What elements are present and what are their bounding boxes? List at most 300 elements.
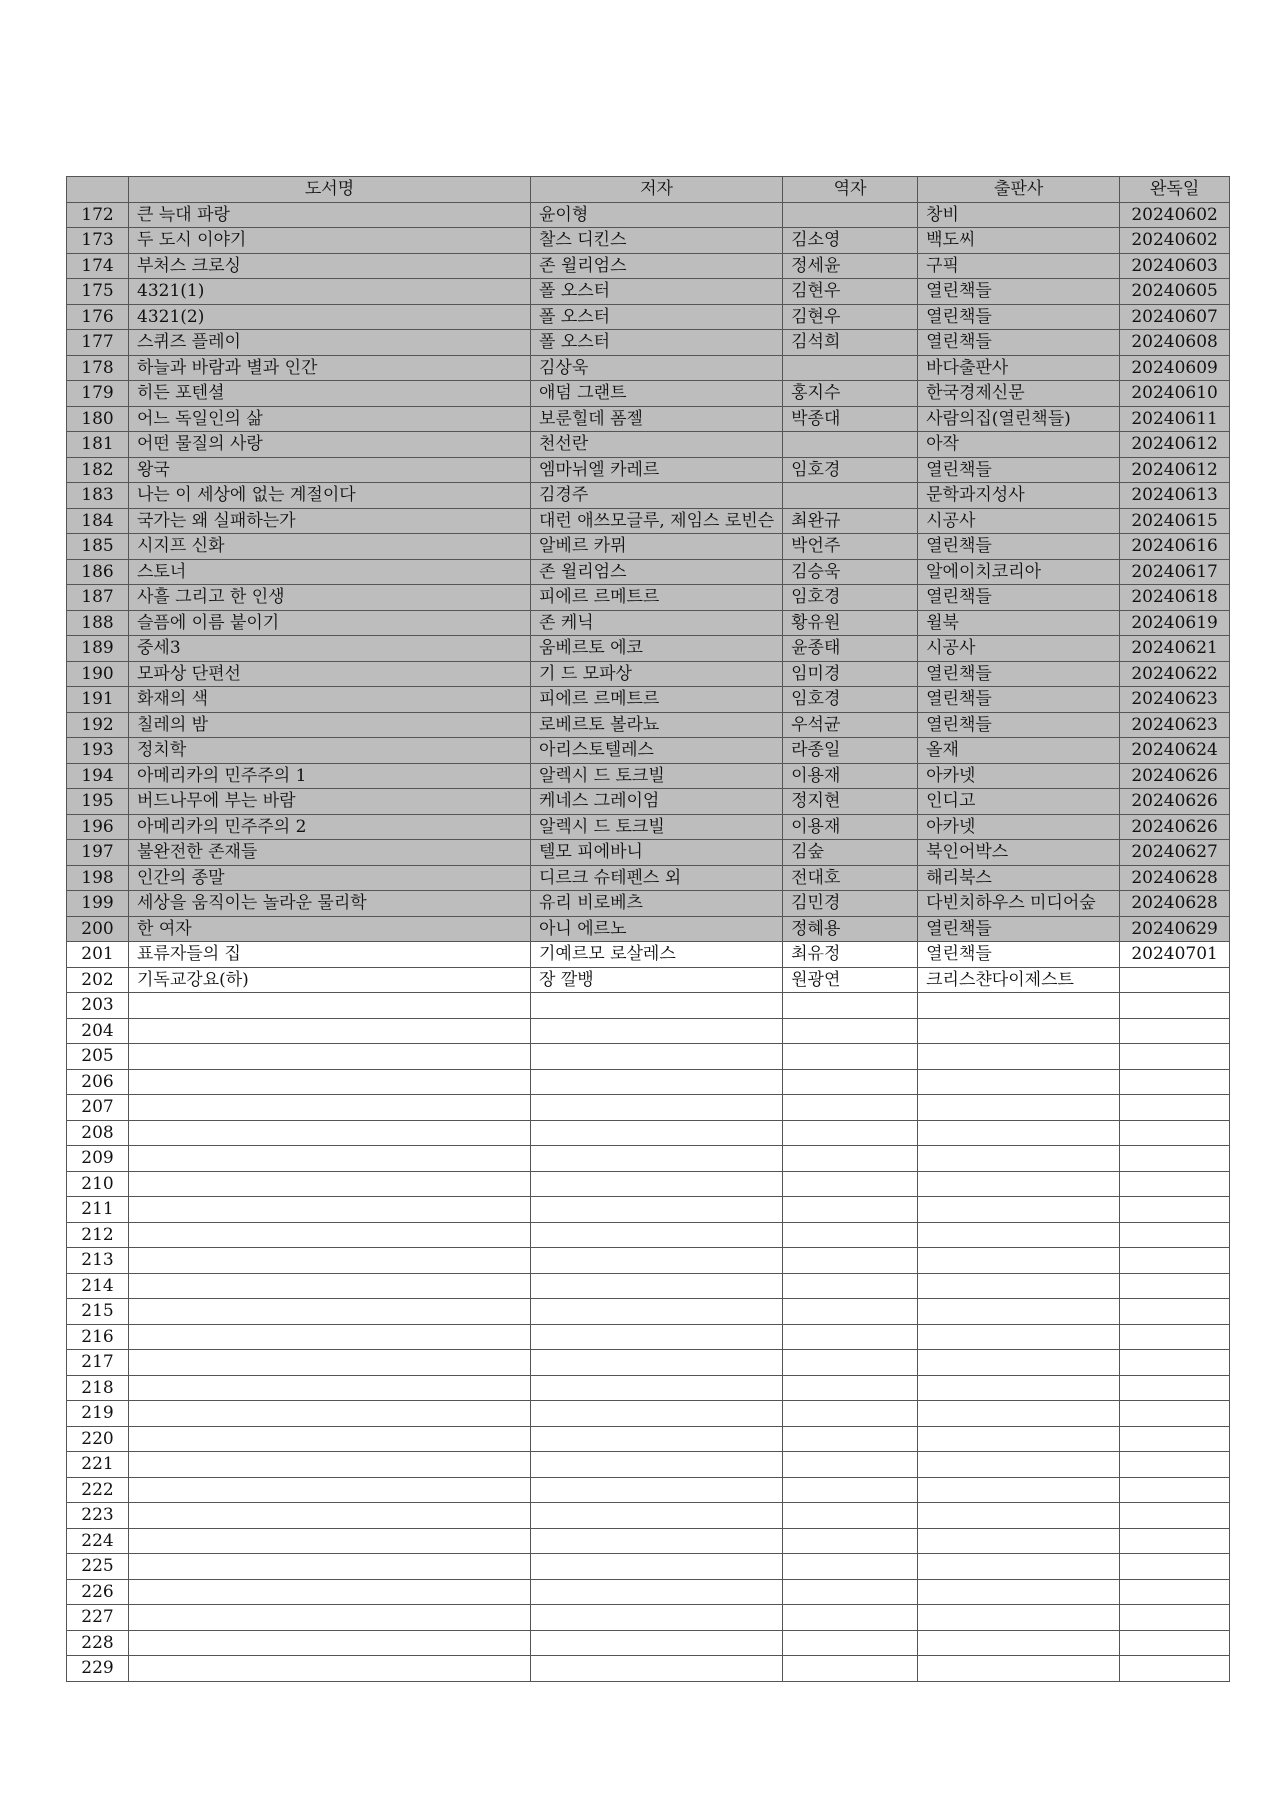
book-title [129,1630,531,1656]
completion-date: 20240603 [1120,253,1230,279]
book-translator: 김석희 [783,330,918,356]
book-translator: 정세윤 [783,253,918,279]
completion-date: 20240616 [1120,534,1230,560]
book-author: 기예르모 로살레스 [531,942,783,968]
book-title: 국가는 왜 실패하는가 [129,508,531,534]
completion-date: 20240623 [1120,712,1230,738]
book-author: 알렉시 드 토크빌 [531,763,783,789]
book-author: 폴 오스터 [531,330,783,356]
book-author [531,1171,783,1197]
book-title: 하늘과 바람과 별과 인간 [129,355,531,381]
book-author: 존 윌리엄스 [531,559,783,585]
completion-date: 20240610 [1120,381,1230,407]
book-author: 아니 에르노 [531,916,783,942]
book-title [129,1018,531,1044]
completion-date [1120,1171,1230,1197]
table-row [67,534,1230,560]
row-number: 191 [67,687,129,713]
completion-date: 20240621 [1120,636,1230,662]
completion-date [1120,1018,1230,1044]
book-author: 로베르토 볼라뇨 [531,712,783,738]
completion-date [1120,967,1230,993]
book-author: 존 케닉 [531,610,783,636]
book-author [531,1401,783,1427]
table-row [67,381,1230,407]
book-author [531,1350,783,1376]
table-row [67,891,1230,917]
book-author: 김경주 [531,483,783,509]
book-author [531,1299,783,1325]
book-translator: 전대호 [783,865,918,891]
completion-date [1120,1630,1230,1656]
book-publisher: 크리스챤다이제스트 [918,967,1120,993]
book-title: 한 여자 [129,916,531,942]
row-number: 212 [67,1222,129,1248]
book-author [531,1426,783,1452]
book-translator: 임호경 [783,585,918,611]
book-author: 천선란 [531,432,783,458]
table-row [67,1299,1230,1325]
row-number: 199 [67,891,129,917]
book-publisher: 북인어박스 [918,840,1120,866]
completion-date [1120,1299,1230,1325]
book-publisher: 열린책들 [918,330,1120,356]
table-row [67,738,1230,764]
book-author [531,1452,783,1478]
row-number: 203 [67,993,129,1019]
row-number: 217 [67,1350,129,1376]
table-row [67,840,1230,866]
book-publisher: 알에이치코리아 [918,559,1120,585]
book-publisher [918,1273,1120,1299]
table-row [67,993,1230,1019]
completion-date [1120,1656,1230,1682]
table-row [67,1120,1230,1146]
book-author: 알베르 카뮈 [531,534,783,560]
row-number: 186 [67,559,129,585]
book-publisher: 올재 [918,738,1120,764]
book-publisher [918,1018,1120,1044]
row-number: 216 [67,1324,129,1350]
book-translator [783,1018,918,1044]
header-title: 도서명 [129,177,531,203]
book-author [531,1324,783,1350]
book-title [129,1579,531,1605]
table-row [67,763,1230,789]
book-publisher: 바다출판사 [918,355,1120,381]
book-title: 시지프 신화 [129,534,531,560]
completion-date [1120,1503,1230,1529]
book-title [129,1656,531,1682]
book-author: 아리스토텔레스 [531,738,783,764]
table-row [67,636,1230,662]
book-title: 세상을 움직이는 놀라운 물리학 [129,891,531,917]
book-translator: 김숲 [783,840,918,866]
table-row [67,559,1230,585]
book-translator [783,1044,918,1070]
book-author [531,1477,783,1503]
book-translator [783,1120,918,1146]
book-title: 인간의 종말 [129,865,531,891]
completion-date: 20240611 [1120,406,1230,432]
table-row [67,406,1230,432]
book-publisher [918,1299,1120,1325]
row-number: 174 [67,253,129,279]
table-row [67,1477,1230,1503]
header-number [67,177,129,203]
row-number: 193 [67,738,129,764]
book-publisher [918,1171,1120,1197]
row-number: 179 [67,381,129,407]
row-number: 221 [67,1452,129,1478]
book-title [129,1146,531,1172]
completion-date [1120,1197,1230,1223]
row-number: 224 [67,1528,129,1554]
book-title: 모파상 단편선 [129,661,531,687]
book-author [531,993,783,1019]
book-translator: 임호경 [783,457,918,483]
book-translator: 최완규 [783,508,918,534]
book-translator [783,1426,918,1452]
row-number: 210 [67,1171,129,1197]
row-number: 189 [67,636,129,662]
book-translator [783,1503,918,1529]
book-translator [783,1146,918,1172]
row-number: 181 [67,432,129,458]
row-number: 227 [67,1605,129,1631]
book-author: 피에르 르메트르 [531,585,783,611]
book-title [129,1554,531,1580]
table-row [67,585,1230,611]
completion-date: 20240619 [1120,610,1230,636]
book-publisher: 열린책들 [918,585,1120,611]
completion-date: 20240628 [1120,865,1230,891]
book-title [129,1350,531,1376]
book-title [129,1171,531,1197]
book-title: 정치학 [129,738,531,764]
book-author: 피에르 르메트르 [531,687,783,713]
row-number: 201 [67,942,129,968]
book-translator [783,1350,918,1376]
completion-date [1120,1120,1230,1146]
book-title [129,1222,531,1248]
book-title: 스토너 [129,559,531,585]
table-row [67,483,1230,509]
book-publisher: 윌북 [918,610,1120,636]
book-title: 사흘 그리고 한 인생 [129,585,531,611]
row-number: 208 [67,1120,129,1146]
table-row [67,279,1230,305]
book-publisher: 창비 [918,202,1120,228]
completion-date [1120,1528,1230,1554]
book-publisher: 열린책들 [918,687,1120,713]
completion-date [1120,1579,1230,1605]
row-number: 225 [67,1554,129,1580]
completion-date: 20240626 [1120,814,1230,840]
book-author [531,1554,783,1580]
book-publisher: 한국경제신문 [918,381,1120,407]
row-number: 209 [67,1146,129,1172]
table-row [67,789,1230,815]
book-publisher: 열린책들 [918,457,1120,483]
completion-date: 20240612 [1120,432,1230,458]
row-number: 195 [67,789,129,815]
book-publisher [918,1477,1120,1503]
row-number: 184 [67,508,129,534]
book-title [129,1095,531,1121]
completion-date [1120,1605,1230,1631]
book-title: 중세3 [129,636,531,662]
book-title [129,1426,531,1452]
header-translator: 역자 [783,177,918,203]
completion-date [1120,1554,1230,1580]
table-row [67,457,1230,483]
book-author [531,1069,783,1095]
book-title: 나는 이 세상에 없는 계절이다 [129,483,531,509]
book-publisher: 열린책들 [918,942,1120,968]
book-author [531,1095,783,1121]
table-row [67,1273,1230,1299]
book-title: 4321(1) [129,279,531,305]
book-publisher: 문학과지성사 [918,483,1120,509]
completion-date: 20240627 [1120,840,1230,866]
header-publisher: 출판사 [918,177,1120,203]
completion-date [1120,1069,1230,1095]
row-number: 202 [67,967,129,993]
table-row [67,1069,1230,1095]
book-author: 엠마뉘엘 카레르 [531,457,783,483]
book-title: 어느 독일인의 삶 [129,406,531,432]
completion-date: 20240612 [1120,457,1230,483]
row-number: 226 [67,1579,129,1605]
row-number: 198 [67,865,129,891]
book-author [531,1248,783,1274]
completion-date [1120,1350,1230,1376]
book-translator [783,1248,918,1274]
row-number: 197 [67,840,129,866]
book-title [129,993,531,1019]
completion-date [1120,1095,1230,1121]
book-translator: 라종일 [783,738,918,764]
header-row [67,177,1230,203]
completion-date: 20240607 [1120,304,1230,330]
book-title: 화재의 색 [129,687,531,713]
book-author: 장 깔뱅 [531,967,783,993]
table-row [67,1350,1230,1376]
book-author: 보룬힐데 폼젤 [531,406,783,432]
row-number: 219 [67,1401,129,1427]
book-author: 애덤 그랜트 [531,381,783,407]
completion-date: 20240608 [1120,330,1230,356]
book-publisher [918,1503,1120,1529]
book-author: 존 윌리엄스 [531,253,783,279]
book-translator [783,1452,918,1478]
book-translator: 이용재 [783,763,918,789]
book-author [531,1120,783,1146]
book-translator [783,1197,918,1223]
book-author [531,1503,783,1529]
book-translator [783,1299,918,1325]
book-publisher: 백도씨 [918,228,1120,254]
table-row [67,712,1230,738]
book-title: 왕국 [129,457,531,483]
book-publisher: 시공사 [918,636,1120,662]
table-row [67,1630,1230,1656]
book-translator [783,1401,918,1427]
row-number: 175 [67,279,129,305]
book-publisher [918,1044,1120,1070]
row-number: 206 [67,1069,129,1095]
book-publisher: 아카넷 [918,763,1120,789]
book-publisher: 아카넷 [918,814,1120,840]
book-translator: 최유정 [783,942,918,968]
book-title: 두 도시 이야기 [129,228,531,254]
book-author: 찰스 디킨스 [531,228,783,254]
row-number: 172 [67,202,129,228]
book-author: 움베르토 에코 [531,636,783,662]
table-row [67,253,1230,279]
book-publisher [918,1426,1120,1452]
row-number: 185 [67,534,129,560]
book-author: 디르크 슈테펜스 외 [531,865,783,891]
table-row [67,1656,1230,1682]
book-translator: 이용재 [783,814,918,840]
book-author [531,1605,783,1631]
table-row [67,1375,1230,1401]
table-row [67,1018,1230,1044]
row-number: 228 [67,1630,129,1656]
completion-date: 20240615 [1120,508,1230,534]
book-title: 표류자들의 집 [129,942,531,968]
table-row [67,1554,1230,1580]
table-row [67,304,1230,330]
book-translator: 정혜용 [783,916,918,942]
table-row [67,1426,1230,1452]
book-translator: 김현우 [783,279,918,305]
book-translator [783,1375,918,1401]
book-title: 어떤 물질의 사랑 [129,432,531,458]
table-row [67,1579,1230,1605]
book-title: 기독교강요(하) [129,967,531,993]
book-title [129,1069,531,1095]
table-row [67,1401,1230,1427]
book-translator [783,1477,918,1503]
header-author: 저자 [531,177,783,203]
book-publisher [918,1452,1120,1478]
completion-date: 20240602 [1120,202,1230,228]
completion-date: 20240605 [1120,279,1230,305]
row-number: 176 [67,304,129,330]
reading-log-table [66,176,1230,1682]
row-number: 200 [67,916,129,942]
book-publisher [918,1197,1120,1223]
book-title: 슬픔에 이름 붙이기 [129,610,531,636]
book-author [531,1018,783,1044]
row-number: 211 [67,1197,129,1223]
table-row [67,1222,1230,1248]
table-row [67,967,1230,993]
book-title [129,1120,531,1146]
book-publisher: 구픽 [918,253,1120,279]
book-title: 부처스 크로싱 [129,253,531,279]
book-publisher [918,1579,1120,1605]
book-translator: 황유원 [783,610,918,636]
book-title [129,1452,531,1478]
book-publisher: 열린책들 [918,712,1120,738]
book-author: 폴 오스터 [531,279,783,305]
book-translator: 정지현 [783,789,918,815]
row-number: 214 [67,1273,129,1299]
book-publisher: 다빈치하우스 미디어숲 [918,891,1120,917]
book-translator [783,202,918,228]
book-author: 케네스 그레이엄 [531,789,783,815]
book-publisher [918,1350,1120,1376]
book-publisher: 사람의집(열린책들) [918,406,1120,432]
book-title: 불완전한 존재들 [129,840,531,866]
book-title [129,1273,531,1299]
book-title [129,1375,531,1401]
row-number: 180 [67,406,129,432]
completion-date [1120,1044,1230,1070]
row-number: 194 [67,763,129,789]
book-translator: 임미경 [783,661,918,687]
book-translator [783,1528,918,1554]
book-title [129,1605,531,1631]
table-row [67,1248,1230,1274]
row-number: 192 [67,712,129,738]
table-row [67,1324,1230,1350]
book-translator [783,355,918,381]
book-title [129,1528,531,1554]
completion-date: 20240602 [1120,228,1230,254]
book-publisher [918,1605,1120,1631]
book-author [531,1528,783,1554]
table-row [67,661,1230,687]
table-row [67,202,1230,228]
completion-date: 20240609 [1120,355,1230,381]
book-translator: 박언주 [783,534,918,560]
book-title: 히든 포텐셜 [129,381,531,407]
table-row [67,1503,1230,1529]
table-row [67,1605,1230,1631]
table-row [67,1171,1230,1197]
book-translator: 윤종태 [783,636,918,662]
book-translator: 박종대 [783,406,918,432]
completion-date [1120,1273,1230,1299]
book-publisher [918,1401,1120,1427]
completion-date [1120,1146,1230,1172]
book-title [129,1324,531,1350]
completion-date: 20240624 [1120,738,1230,764]
completion-date [1120,1375,1230,1401]
row-number: 183 [67,483,129,509]
row-number: 205 [67,1044,129,1070]
table-row [67,814,1230,840]
book-translator: 홍지수 [783,381,918,407]
book-publisher [918,1120,1120,1146]
book-translator [783,1579,918,1605]
row-number: 178 [67,355,129,381]
row-number: 190 [67,661,129,687]
table-row [67,942,1230,968]
book-author: 폴 오스터 [531,304,783,330]
row-number: 229 [67,1656,129,1682]
book-publisher: 시공사 [918,508,1120,534]
table-row [67,355,1230,381]
table-row [67,1146,1230,1172]
book-title: 큰 늑대 파랑 [129,202,531,228]
header-completion-date: 완독일 [1120,177,1230,203]
